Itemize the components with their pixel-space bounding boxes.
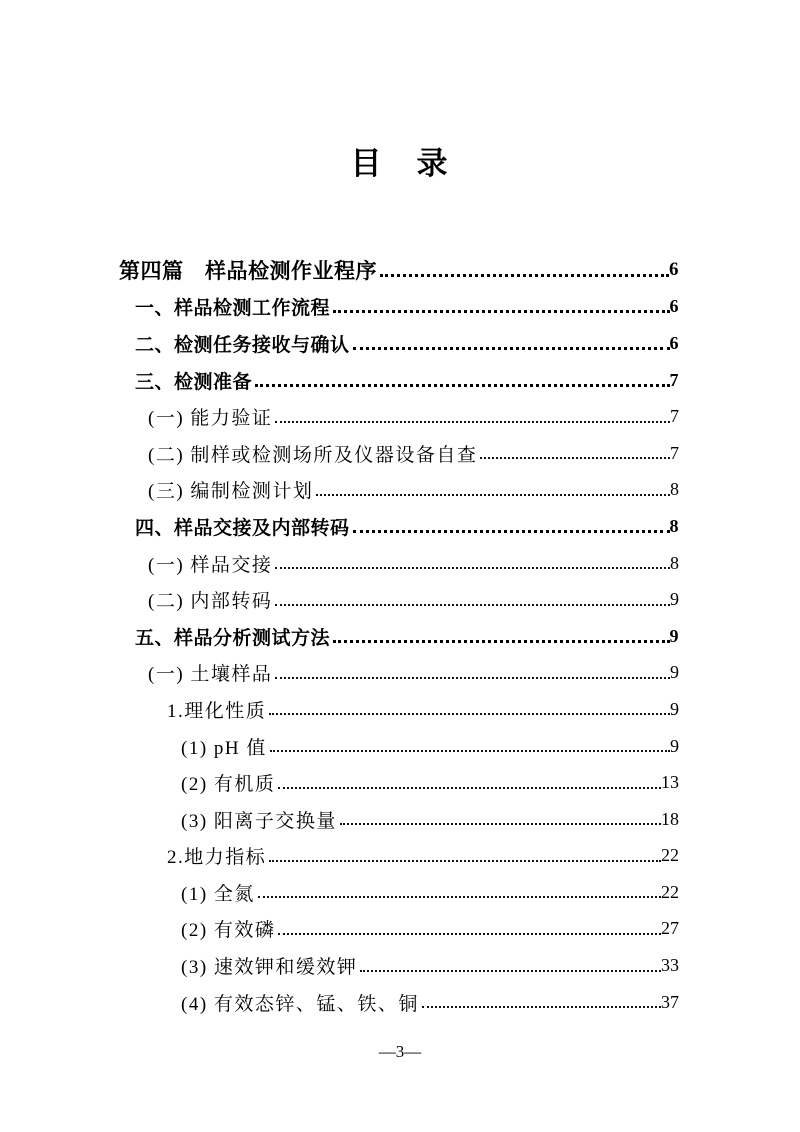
toc-entry-label: (一) 土壤样品	[148, 664, 273, 686]
toc-dot-leader	[353, 347, 670, 350]
toc-entry-label: 三、检测准备	[135, 371, 253, 393]
toc-entry[interactable]	[119, 472, 679, 509]
toc-dot-leader	[275, 421, 670, 423]
toc-dot-leader	[258, 896, 661, 898]
toc-entry[interactable]	[119, 838, 679, 875]
footer-page-number: —3—	[378, 1042, 422, 1061]
toc-entry[interactable]	[119, 398, 679, 435]
toc-entry-label: 1.理化性质	[167, 700, 267, 722]
toc-entry-page: 8	[670, 552, 679, 573]
toc-entry-page: 7	[670, 442, 679, 463]
toc-dot-leader	[255, 384, 669, 387]
toc-entry-page: 7	[669, 369, 679, 390]
toc-entry[interactable]	[119, 508, 679, 545]
toc-dot-leader	[360, 970, 661, 972]
toc-entry[interactable]	[119, 325, 679, 362]
toc-entry-label: (二) 内部转码	[148, 591, 273, 613]
toc-entry-page: 33	[661, 955, 679, 976]
toc-entry[interactable]	[119, 764, 679, 801]
toc-entry-page: 18	[661, 808, 679, 829]
toc-entry-page: 6	[669, 332, 679, 353]
toc-entry-label: 一、样品检测工作流程	[135, 298, 331, 320]
toc-entry[interactable]	[119, 801, 679, 838]
toc-entry-label: (3) 阳离子交换量	[181, 810, 337, 832]
toc-dot-leader	[275, 567, 670, 569]
toc-entry[interactable]	[119, 691, 679, 728]
toc-entry-label: (一) 能力验证	[148, 408, 273, 430]
toc-entry-page: 7	[670, 406, 679, 427]
toc-entry-label: (1) 全氮	[181, 883, 255, 905]
toc-dot-leader	[340, 823, 661, 825]
toc-dot-leader	[422, 1006, 661, 1008]
page-title: 目 录	[350, 146, 450, 181]
toc-dot-leader	[269, 860, 661, 862]
toc-dot-leader	[270, 750, 670, 752]
toc-entry[interactable]	[119, 289, 679, 326]
toc-entry[interactable]	[119, 581, 679, 618]
toc-entry[interactable]	[119, 435, 679, 472]
toc-entry[interactable]	[119, 362, 679, 399]
toc-dot-leader	[333, 310, 669, 313]
toc-entry-page: 9	[669, 625, 679, 646]
toc-entry-page: 9	[670, 735, 679, 756]
toc-entry-page: 6	[669, 296, 679, 317]
toc-entry-page: 9	[670, 698, 679, 719]
toc-entry-label: 第四篇 样品检测作业程序	[119, 259, 377, 284]
toc-dot-leader	[316, 494, 670, 496]
toc-dot-leader	[269, 713, 670, 715]
toc-list	[119, 252, 679, 1020]
toc-entry-label: (1) pH 值	[181, 737, 267, 759]
toc-entry[interactable]	[119, 655, 679, 692]
toc-entry-label: (二) 制样或检测场所及仪器设备自查	[148, 444, 478, 466]
toc-entry-label: (2) 有机质	[181, 774, 276, 796]
toc-entry-label: 五、样品分析测试方法	[135, 627, 331, 649]
toc-dot-leader	[275, 677, 670, 679]
toc-entry-page: 22	[661, 881, 679, 902]
toc-entry-label: 二、检测任务接收与确认	[135, 334, 350, 356]
toc-dot-leader	[275, 604, 670, 606]
toc-dot-leader	[278, 787, 661, 789]
toc-entry-label: 2.地力指标	[167, 847, 267, 869]
toc-entry-page: 6	[669, 259, 679, 281]
toc-entry-page: 8	[669, 515, 679, 536]
toc-entry-label: (2) 有效磷	[181, 920, 276, 942]
toc-entry-page: 22	[661, 845, 679, 866]
toc-entry[interactable]	[119, 984, 679, 1021]
toc-dot-leader	[333, 640, 669, 643]
toc-entry-label: (4) 有效态锌、锰、铁、铜	[181, 993, 419, 1015]
toc-entry-page: 13	[661, 772, 679, 793]
toc-entry-page: 9	[670, 662, 679, 683]
toc-entry-label: (一) 样品交接	[148, 554, 273, 576]
toc-entry-label: (三) 编制检测计划	[148, 481, 314, 503]
toc-entry[interactable]	[119, 728, 679, 765]
toc-dot-leader	[353, 530, 670, 533]
toc-entry[interactable]	[119, 874, 679, 911]
toc-dot-leader	[278, 933, 661, 935]
toc-dot-leader	[380, 274, 669, 277]
toc-entry[interactable]	[119, 911, 679, 948]
toc-entry-page: 27	[661, 918, 679, 939]
toc-entry-page: 9	[670, 589, 679, 610]
toc-entry-page: 8	[670, 479, 679, 500]
toc-entry[interactable]	[119, 618, 679, 655]
toc-entry[interactable]	[119, 947, 679, 984]
toc-entry[interactable]	[119, 252, 679, 289]
toc-entry-page: 37	[661, 991, 679, 1012]
toc-entry-label: 四、样品交接及内部转码	[135, 517, 350, 539]
toc-dot-leader	[480, 457, 670, 459]
toc-entry[interactable]	[119, 545, 679, 582]
toc-entry-label: (3) 速效钾和缓效钾	[181, 957, 358, 979]
